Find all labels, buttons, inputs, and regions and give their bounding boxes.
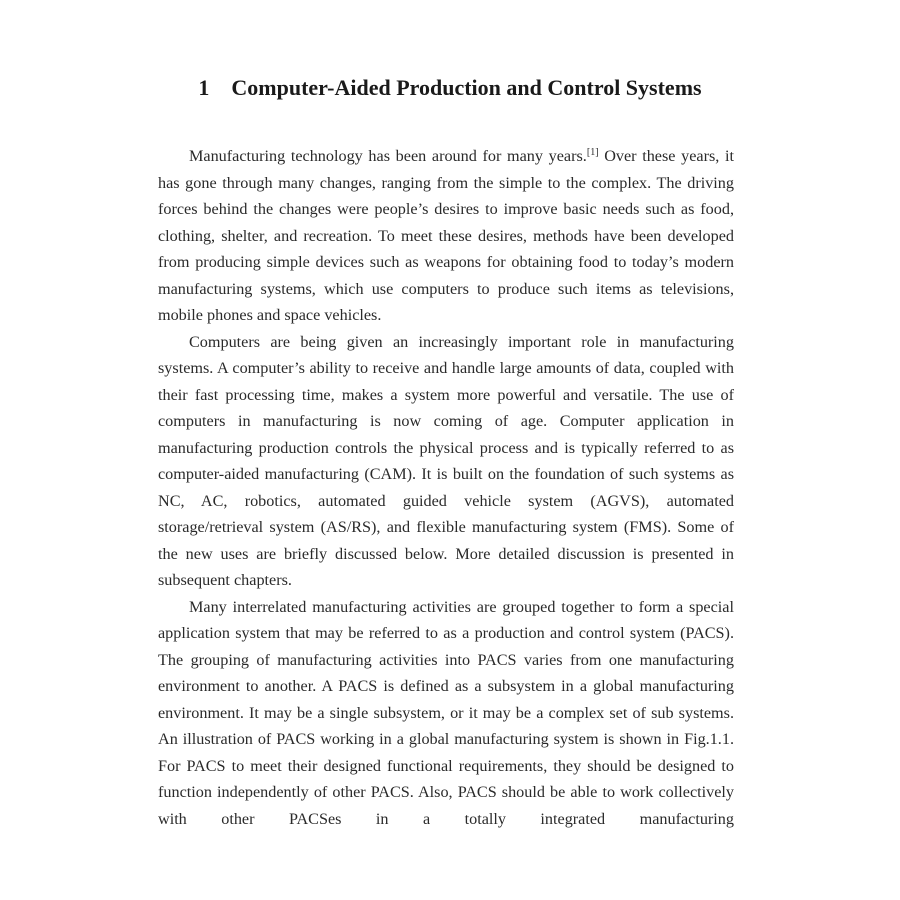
body-text [158,143,734,832]
paragraph-1-text-a: Manufacturing technology has been around for many years. [189,147,587,165]
reference-marker: [1] [586,147,599,158]
paragraph-1-text-b: Over these years, it has gone through many changes, ranging from the simple to the complex. The driving forces behind the changes were people’s desires to improve basic needs such as food, clothing, shelter, and recreation. To meet these desires, methods have been developed from producing simple devices such as weapons for obtaining food to today’s modern manufacturing systems, which use computers to produce such items as televisions, mobile phones and space vehicles. [158,147,734,324]
chapter-number: 1 [198,75,210,100]
chapter-title [0,73,900,103]
chapter-title-text: Computer-Aided Production and Control Systems [231,75,702,100]
paragraph-3: Many interrelated manufacturing activities are grouped together to form a special application system that may be referred to as a production and control system (PACS). The grouping of manufacturing activities into PACS varies from one manufacturing environment to another. A PACS is defined as a subsystem in a global manufacturing environment. It may be a single subsystem, or it may be a complex set of sub systems. An illustration of PACS working in a global manufacturing system is shown in Fig.1.1. For PACS to meet their designed functional requirements, they should be designed to function independently of other PACS. Also, PACS should be able to work collectively with other PACSes in a totally integrated manufacturing [158,597,734,828]
paragraph-1 [158,143,734,329]
paragraph-2: Computers are being given an increasingly important role in manufacturing systems. A computer’s ability to receive and handle large amounts of data, coupled with their fast processing time, makes a system more powerful and versatile. The use of computers in manufacturing is now coming of age. Computer application in manufacturing production controls the physical process and is typically referred to as computer-aided manufacturing (CAM). It is built on the foundation of such systems as NC, AC, robotics, automated guided vehicle system (AGVS), automated storage/retrieval system (AS/RS), and flexible manufacturing system (FMS). Some of the new uses are briefly discussed below. More detailed discussion is presented in subsequent chapters. [158,332,734,589]
